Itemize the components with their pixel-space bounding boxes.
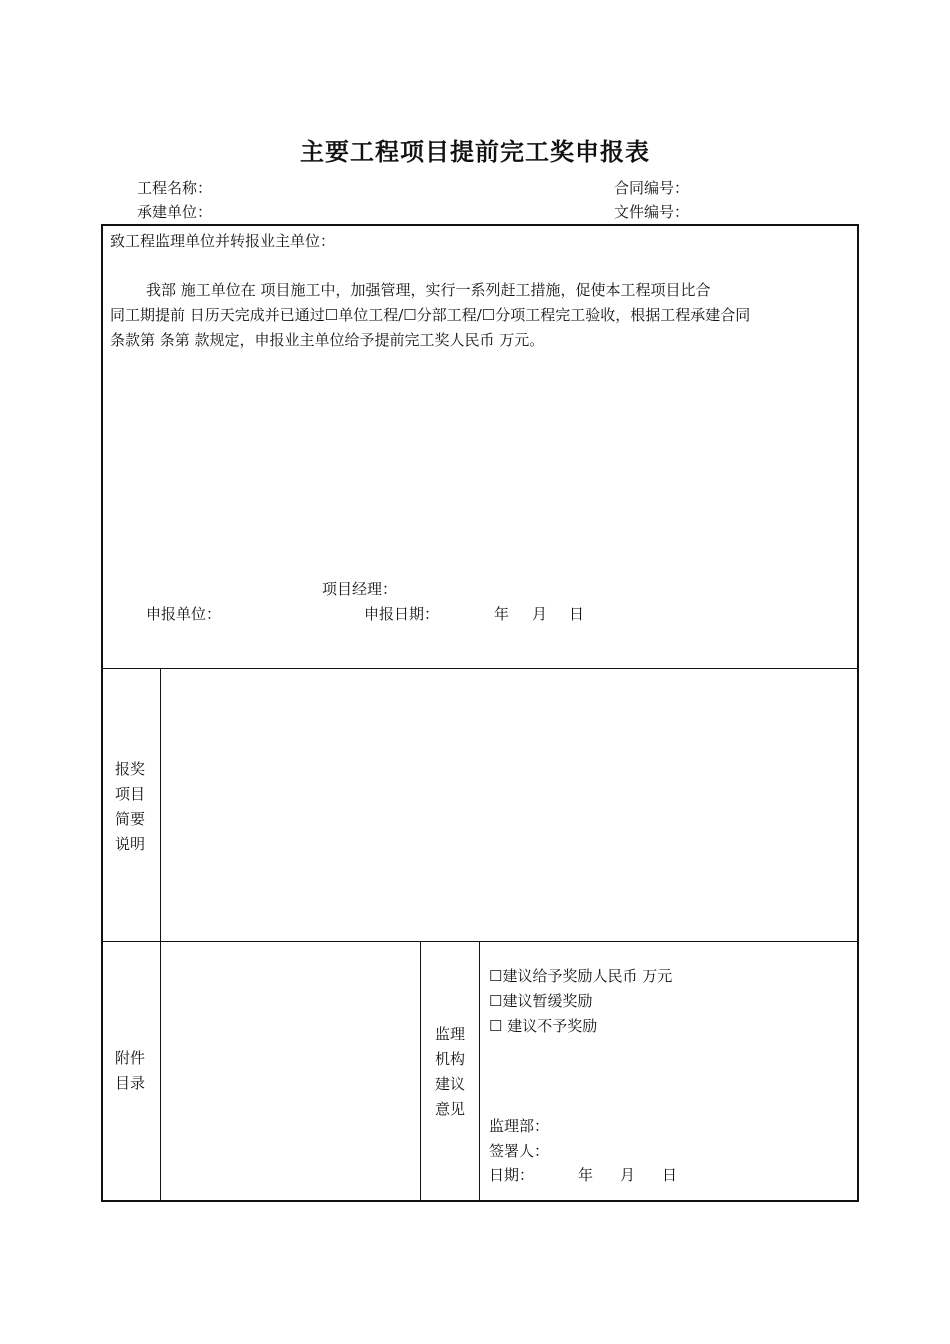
contract-no-label: 合同编号：: [614, 179, 690, 197]
applicant-unit-label: 申报单位：: [146, 605, 222, 623]
file-no-label: 文件编号：: [614, 203, 690, 221]
divider-attachments: [420, 941, 421, 1201]
option-defer[interactable]: ☐建议暂缓奖励: [489, 992, 593, 1010]
supervision-dept-label: 监理部：: [489, 1117, 550, 1135]
option-deny[interactable]: ☐ 建议不予奖励: [489, 1017, 598, 1035]
apply-date-label: 申报日期：: [364, 605, 440, 623]
project-name-label: 工程名称：: [137, 179, 213, 197]
supervision-label: 监理 机构 建议 意见: [434, 1025, 465, 1118]
divider-supervision-label: [479, 941, 480, 1201]
divider-summary: [101, 941, 859, 942]
contractor-label: 承建单位：: [137, 203, 213, 221]
apply-day: 日: [569, 605, 585, 623]
body-line-3: 条款第 条第 款规定，申报业主单位给予提前完工奖人民币 万元。: [110, 331, 545, 349]
option-grant[interactable]: ☐建议给予奖励人民币 万元: [489, 967, 673, 985]
apply-month: 月: [532, 605, 548, 623]
supervision-month: 月: [620, 1166, 636, 1184]
application-form: [101, 224, 859, 1202]
summary-label: 报奖 项目 简要 说明: [114, 760, 145, 853]
project-manager-label: 项目经理：: [322, 580, 398, 598]
attachments-label: 附件 目录: [114, 1049, 145, 1092]
supervision-day: 日: [662, 1166, 678, 1184]
addressee: 致工程监理单位并转报业主单位：: [110, 232, 336, 250]
supervision-date-label: 日期：: [489, 1166, 535, 1184]
apply-year: 年: [494, 605, 510, 623]
divider-application: [101, 668, 859, 669]
page-title: 主要工程项目提前完工奖申报表: [300, 138, 650, 166]
body-line-1: 我部 施工单位在 项目施工中，加强管理，实行一系列赶工措施，促使本工程项目比合: [146, 281, 711, 299]
divider-label-column: [160, 668, 161, 1201]
supervision-signer-label: 签署人：: [489, 1142, 550, 1160]
body-line-2: 同工期提前 日历天完成并已通过☐单位工程/☐分部工程/☐分项工程完工验收，根据工程承建合同: [110, 306, 751, 324]
supervision-year: 年: [578, 1166, 594, 1184]
